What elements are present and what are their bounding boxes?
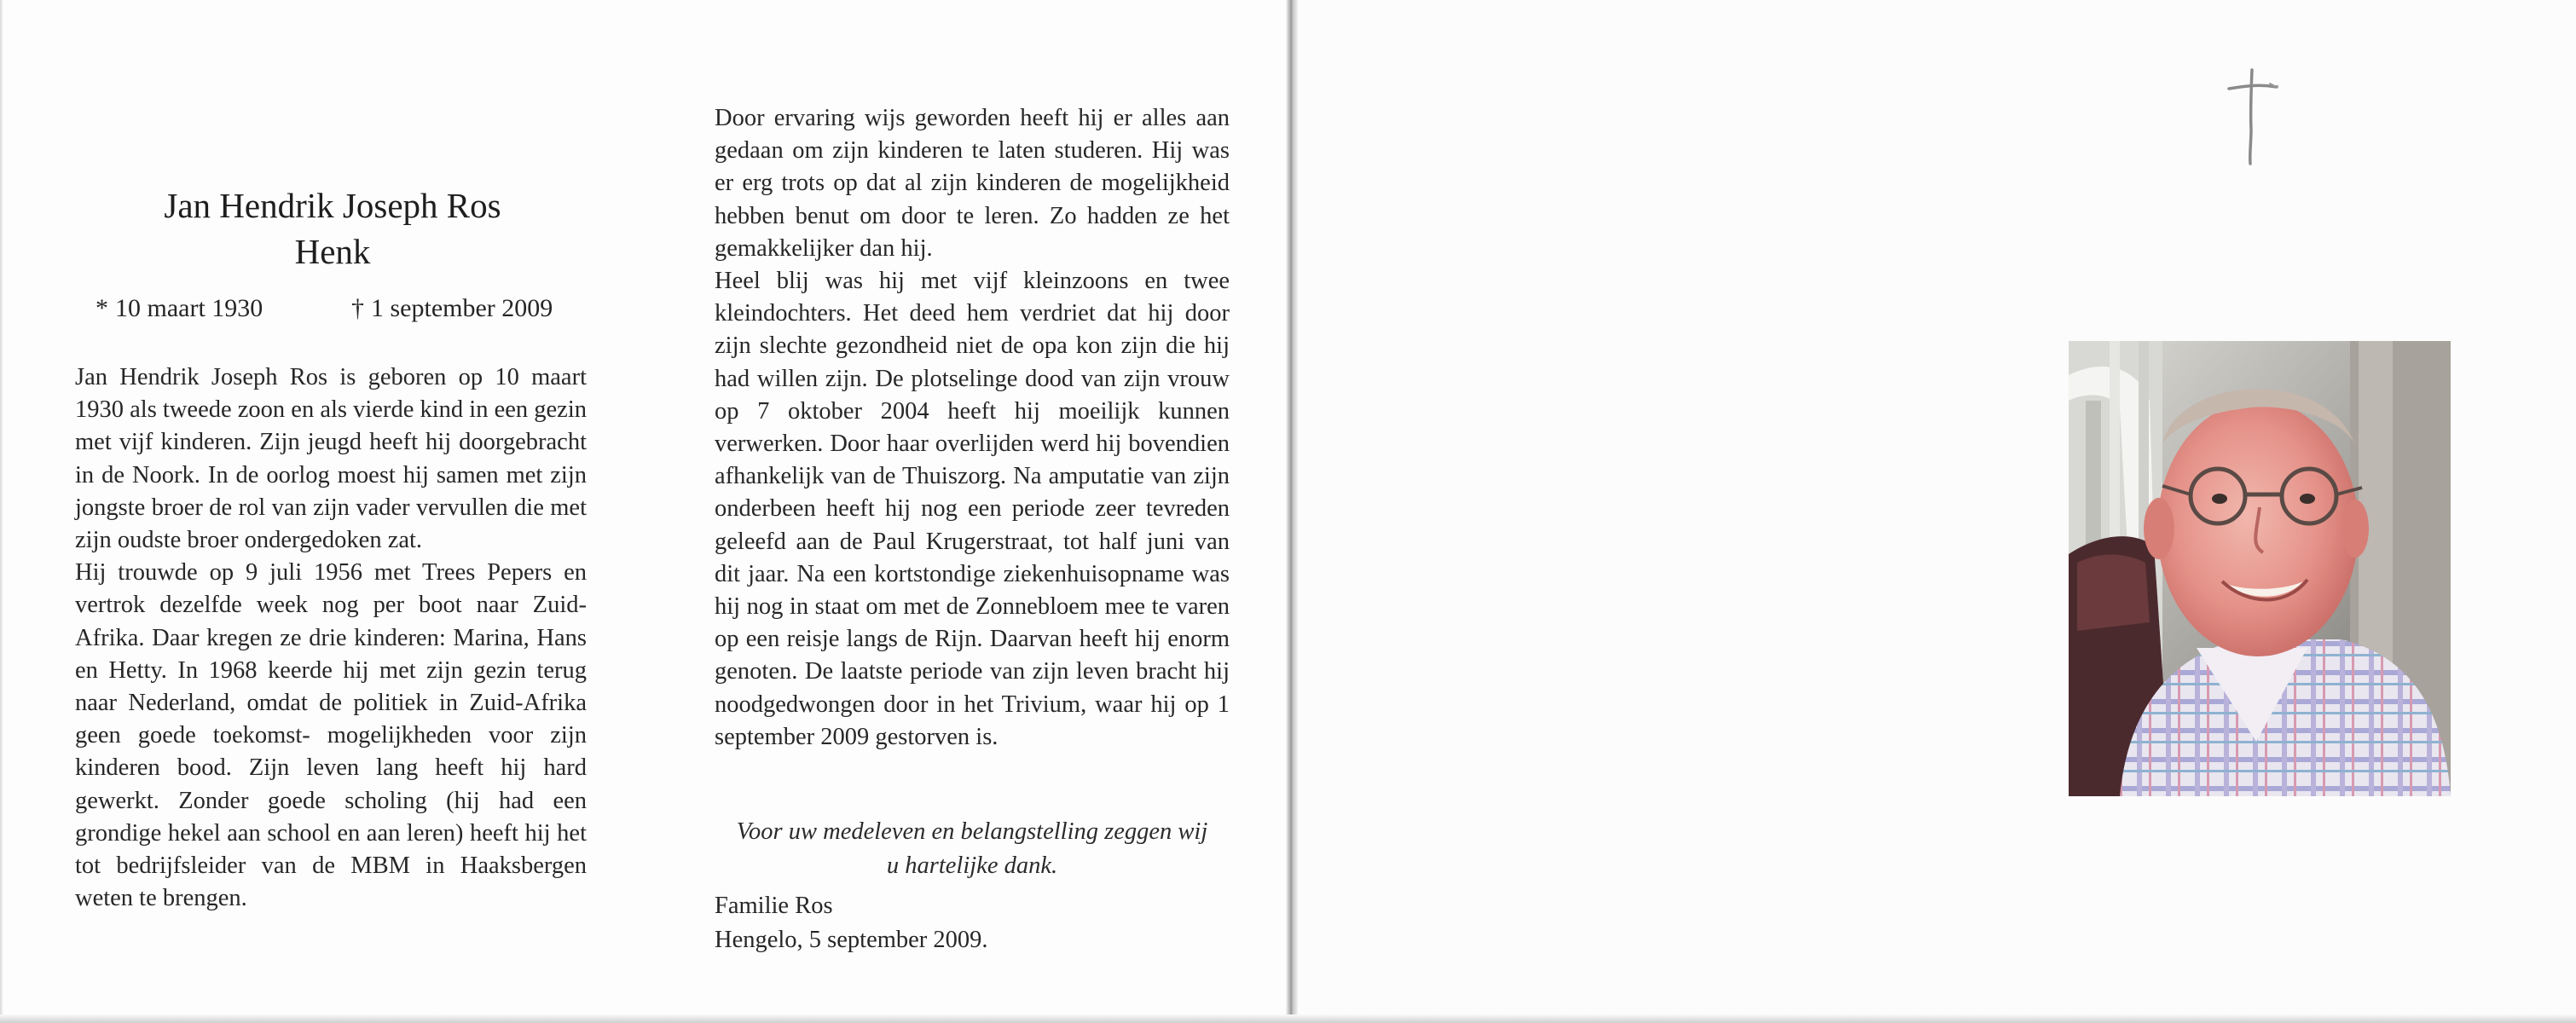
hand-drawn-cross-icon (2217, 65, 2285, 167)
thanks-line: Voor uw medeleven en belangstelling zeggen wij (736, 818, 1208, 845)
birth-star-icon: * (96, 294, 108, 322)
left-page (0, 0, 1286, 1023)
card-edge (0, 0, 3, 1023)
deceased-full-name: Jan Hendrik Joseph Ros (164, 186, 501, 225)
biography-right-column (715, 102, 1230, 754)
portrait-photo (2069, 341, 2451, 796)
signature-place-date: Hengelo, 5 september 2009. (715, 927, 988, 953)
family-signature (715, 889, 1230, 957)
biography-left-column (75, 361, 587, 915)
card-fold (1286, 0, 1298, 1023)
biography-paragraph: Heel blij was hij met vijf kleinzoons en twee kleindochters. Het deed hem verdriet dat hij door zijn slechte gezondheid niet de opa kon zijn die hij had willen zijn. De plotselinge dood van zijn vrouw op 7 oktober 2004 heeft hij moeilijk kunnen verwerken. Door haar overlijden werd hij bovendien afhankelijk van de Thuiszorg. Na amputatie van zijn onderbeen heeft hij nog een periode zeer tevreden geleefd aan de Paul Krugerstraat, tot half juni van dit jaar. Na een kortstondige ziekenhuisopname was hij nog in staat om met de Zonnebloem mee te varen op een reisje langs de Rijn. Daarvan heeft hij enorm genoten. De laatste periode van zijn leven bracht hij noodgedwongen door in het Trivium, waar hij op 1 september 2009 gestorven is. (715, 268, 1230, 750)
birth-date-text: 10 maart 1930 (115, 294, 263, 322)
death-date-text: 1 september 2009 (371, 294, 553, 322)
biography-paragraph: Door ervaring wijs geworden heeft hij er alles aan gedaan om zijn kinderen te laten studeren. Hij was er erg trots op dat al zijn kinderen de mogelijkheid hebben benut om door te leren. Zo hadden ze het gemakkelijker dan hij. (715, 105, 1230, 262)
portrait-image (2069, 341, 2451, 796)
birth-date (96, 293, 263, 324)
signature-family: Familie Ros (715, 893, 833, 919)
biography-paragraph: Jan Hendrik Joseph Ros is geboren op 10 maart 1930 als tweede zoon en als vierde kind in een gezin met vijf kinderen. Zijn jeugd heeft hij doorgebracht in de Noork. In de oorlog moest hij samen met zijn jongste broer de rol van zijn vader vervullen die met zijn oudste broer ondergedoken zat. (75, 364, 587, 554)
scan-bottom-edge (0, 1014, 2576, 1023)
thanks-line: u hartelijke dank. (886, 852, 1058, 879)
deceased-nickname: Henk (294, 232, 371, 271)
death-date (351, 293, 553, 324)
death-cross-icon: † (351, 294, 364, 322)
biography-paragraph: Hij trouwde op 9 juli 1956 met Trees Pepers en vertrok dezelfde week nog per boot naar Zuid-Afrika. Daar kregen ze drie kinderen: Marina, Hans en Hetty. In 1968 keerde hij met zijn gezin terug naar Nederland, omdat de politiek in Zuid-Afrika geen goede toekomst- mogelijkheden voor zijn kinderen bood. Zijn leven lang heeft hij hard gewerkt. Zonder goede scholing (hij had een grondige hekel aan school en aan leren) heeft hij het tot bedrijfsleider van de MBM in Haaksbergen weten te brengen. (75, 559, 587, 912)
thanks-message (715, 815, 1230, 883)
